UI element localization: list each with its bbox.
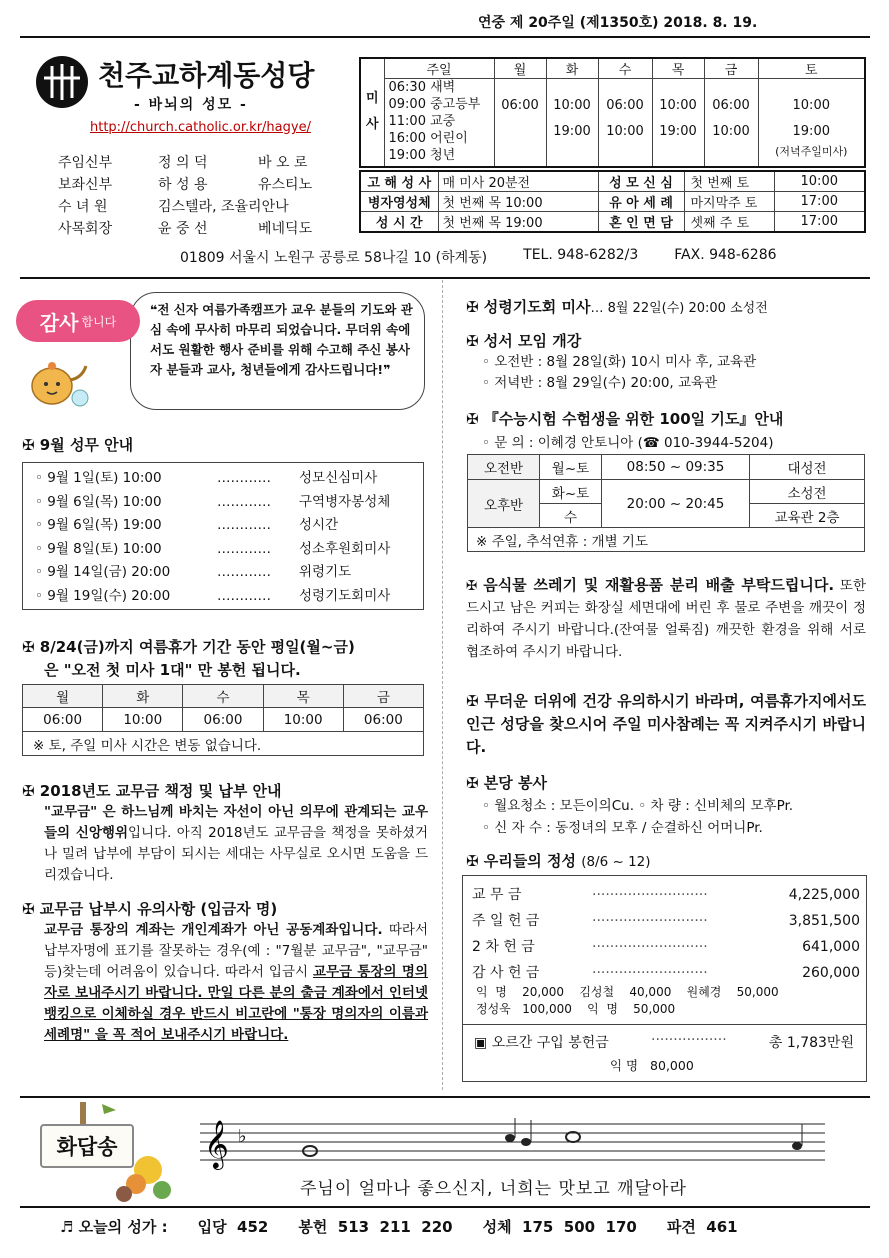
organ-fund-dots: ················· <box>651 1032 727 1048</box>
am-time: 08:50 ~ 09:35 <box>602 455 750 480</box>
thanks-badge-label: 감사 <box>39 310 79 335</box>
day-header: 화 <box>103 685 183 708</box>
waste-text: 또한 드시고 남은 커피는 화장실 세면대에 버린 후 물로 주변을 깨끗이 정리하여 주시기 바랍니다.(잔여물 얼룩짐) 깨끗한 환경을 위해 서로 협조하여 주시기 바랍니다. <box>466 578 867 660</box>
dues-text: 입니다. 아직 2018년도 교무금을 책정을 못하셨거나 밀려 납부에 부담이 되시는 세대는 사무실로 오시면 도움을 드리겠습니다. <box>44 825 428 883</box>
day-header: 목 <box>263 685 343 708</box>
prayer-title <box>466 296 768 317</box>
offering-label: 감 사 헌 금 <box>472 965 540 981</box>
staff-name: 윤 중 선 <box>158 221 208 237</box>
mass-time: 10:00 <box>553 98 591 113</box>
mass-time: 10:00 <box>103 708 183 732</box>
pm-place: 교육관 2층 <box>750 504 865 528</box>
cross-bullet-icon: ✠ <box>466 852 484 870</box>
prayer-detail: … 8월 22일(수) 20:00 소성전 <box>590 301 768 316</box>
psalm-rule <box>20 1096 870 1098</box>
event-name: 성소후원회미사 <box>299 540 391 557</box>
offering-amount: 260,000 <box>802 965 860 981</box>
sep-schedule-title-text: 9월 성무 안내 <box>39 436 134 454</box>
address-bar <box>180 247 777 267</box>
sacrament-label: 성 시 간 <box>360 212 438 233</box>
sacrament-label: 고 해 성 사 <box>360 171 438 192</box>
day-header: 수 <box>598 58 652 79</box>
sunday-time: 16:00 어린이 <box>388 131 468 146</box>
service-title <box>466 772 547 793</box>
sacrament-value: 첫 번째 토 <box>684 171 774 192</box>
offering-row <box>472 960 860 986</box>
waste-bold: 음식물 쓰레기 및 재활용품 분리 배출 부탁드립니다. <box>483 576 835 594</box>
music-note-icon: ♬ <box>60 1218 79 1236</box>
heat-text: 무더운 더위에 건강 유의하시기 바라며, 여름휴가지에서도 인근 성당을 찾으시어 주일 미사참례는 꼭 지켜주시기 바랍니다. <box>466 692 866 756</box>
cross-bullet-icon: ✠ <box>466 774 484 792</box>
sat-note: (저녁주일미사) <box>775 145 848 158</box>
bible-title <box>466 330 581 351</box>
offering-label: 2 차 헌 금 <box>472 939 535 955</box>
tue-times <box>546 79 598 167</box>
sacrament-time: 17:00 <box>774 192 865 212</box>
staff-name: 하 성 용 <box>158 177 208 193</box>
donor-list <box>476 984 779 1018</box>
dues-caution-paragraph <box>44 920 428 1046</box>
bible-list <box>482 352 756 394</box>
mass-time: 10:00 <box>712 124 750 139</box>
day-header: 월 <box>494 58 546 79</box>
staff-row <box>58 196 348 218</box>
hymn-dismissal: 파견 461 <box>666 1218 738 1236</box>
offering-row <box>472 882 860 908</box>
organ-fund-label: ▣ 오르간 구입 봉헌금 <box>474 1035 609 1051</box>
event-date: ◦ 9월 19일(수) 20:00 <box>35 587 171 604</box>
mass-time: 19:00 <box>792 124 830 139</box>
day-header: 토 <box>758 58 865 79</box>
exam-note: ※ 주일, 추석연휴 : 개별 기도 <box>468 528 865 552</box>
day-header: 주일 <box>384 58 494 79</box>
exam-contact: ◦ 문 의 : 이혜경 안토니아 (☎ 010-3944-5204) <box>482 435 774 451</box>
event-date: ◦ 9월 14일(금) 20:00 <box>35 564 171 580</box>
church-subtitle: - 바뇌의 성모 - <box>134 97 248 113</box>
note-icon <box>505 1134 515 1142</box>
sacrament-value: 마지막주 토 <box>684 192 774 212</box>
church-logo-icon <box>36 56 88 108</box>
sunday-times <box>384 79 494 167</box>
hymn-communion: 성체 175 500 170 <box>482 1218 637 1236</box>
offering-dots: ·························· <box>592 913 708 929</box>
address-rule <box>20 277 870 279</box>
dots: ………… <box>217 517 271 533</box>
teapot-icon <box>22 348 92 414</box>
dots: ………… <box>217 540 271 557</box>
sacraments-table <box>359 170 866 233</box>
sunday-time: 06:30 새벽 <box>388 80 456 95</box>
day-header: 수 <box>183 685 263 708</box>
offering-title-text: 우리들의 정성 <box>483 852 576 870</box>
caution-text: 따라서 납부자명에 표기를 잘못하는 경우(예 : "7월분 교무금", "교무금" 등)찾는데 어려움이 있습니다. 따라서 입금시 <box>44 922 428 980</box>
sacrament-label: 혼 인 면 담 <box>598 212 684 233</box>
sep-schedule-title <box>22 434 133 455</box>
column-divider <box>442 280 443 1090</box>
list-item <box>35 514 411 538</box>
staff-role: 주임신부 <box>58 155 113 171</box>
pm-label: 오후반 <box>468 480 540 528</box>
dues-caution-title <box>22 898 277 919</box>
offering-list <box>472 882 860 986</box>
dues-title <box>22 780 282 801</box>
psalm-staff <box>200 1112 830 1174</box>
list-item <box>35 585 411 609</box>
organ-fund-total: 총 1,783만원 <box>768 1035 854 1051</box>
thu-times <box>652 79 704 167</box>
offering-amount: 641,000 <box>802 939 860 955</box>
hymns-label: 오늘의 성가 : <box>78 1218 168 1236</box>
treble-clef-icon: 𝄞 <box>204 1119 229 1168</box>
caution-bold-text: 교무금 통장의 계좌는 개인계좌가 아닌 공동계좌입니다. <box>44 922 383 938</box>
event-date: ◦ 9월 1일(토) 10:00 <box>35 470 162 486</box>
thanks-badge <box>16 300 140 342</box>
event-name: 성시간 <box>299 517 339 533</box>
event-date: ◦ 9월 6일(목) 19:00 <box>35 517 162 533</box>
cross-bullet-icon: ✠ <box>22 900 40 918</box>
staff-role: 사목회장 <box>58 221 113 237</box>
summer-title-line2: 은 "오전 첫 미사 1대" 만 봉헌 됩니다. <box>44 661 301 679</box>
mon-times <box>494 79 546 167</box>
sacrament-value: 첫 번째 목 19:00 <box>438 212 598 233</box>
organ-fund-donor: 익 명 80,000 <box>610 1058 694 1073</box>
staff-list <box>58 152 348 240</box>
offering-row <box>472 908 860 934</box>
list-item: ◦ 저녁반 : 8월 29일(수) 20:00, 교육관 <box>482 375 718 391</box>
donor-row: 정성욱 100,000 익 명 50,000 <box>476 1002 676 1016</box>
service-list <box>482 795 793 839</box>
summer-note: ※ 토, 주일 미사 시간은 변동 없습니다. <box>23 732 424 756</box>
cross-bullet-icon: ✠ <box>22 436 40 454</box>
dues-bold-text: "교무금" 은 하느님께 바치는 자선이 아닌 의무에 관계되는 교우들의 신앙행위 <box>44 804 428 841</box>
mass-schedule-table <box>359 57 866 168</box>
hymn-offertory: 봉헌 513 211 220 <box>298 1218 453 1236</box>
pm-days: 수 <box>540 504 602 528</box>
mass-time: 19:00 <box>659 124 697 139</box>
dues-title-text: 2018년도 교무금 책정 및 납부 안내 <box>39 782 282 800</box>
sunday-time: 09:00 중고등부 <box>388 97 481 112</box>
list-item: ◦ 신 자 수 : 동정녀의 모후 / 순결하신 어머니Pr. <box>482 820 763 836</box>
offering-divider <box>462 1024 867 1025</box>
list-item <box>35 491 411 515</box>
exam-title-text: 『수능시험 수험생을 위한 100일 기도』안내 <box>483 410 784 428</box>
fax: FAX. 948-6286 <box>674 247 777 263</box>
address: 01809 서울시 노원구 공릉로 58나길 10 (하계동) <box>180 250 488 266</box>
dots: ………… <box>217 470 271 486</box>
day-header: 금 <box>343 685 423 708</box>
mass-time: 10:00 <box>606 124 644 139</box>
caution-bold-underlined: 교무금 통장의 명의자로 보내주시기 바랍니다. 만일 다른 분의 출금 계좌에서 인터넷뱅킹으로 이체하실 경우 반드시 비고란에 "통장 명의자의 이름과 세례명" 을 꼭 적어 보내주시기 바랍니다. <box>44 964 428 1043</box>
am-label: 오전반 <box>468 455 540 480</box>
offering-label: 주 일 헌 금 <box>472 913 540 929</box>
mass-time: 06:00 <box>712 98 750 113</box>
hymn-entrance: 입당 452 <box>197 1218 269 1236</box>
offering-amount: 4,225,000 <box>788 887 860 903</box>
footer-rule <box>20 1206 870 1208</box>
psalm-lyric: 주님이 얼마나 좋으신지, 너희는 맛보고 깨달아라 <box>300 1179 687 1199</box>
sacrament-label: 성 모 신 심 <box>598 171 684 192</box>
staff-role: 보좌신부 <box>58 177 113 193</box>
staff-row <box>58 152 348 174</box>
event-name: 성령기도회미사 <box>299 587 391 604</box>
dots: ………… <box>217 587 271 604</box>
cross-bullet-icon: ✠ <box>466 692 485 710</box>
cross-bullet-icon: ✠ <box>466 332 484 350</box>
dues-paragraph <box>44 802 428 886</box>
day-header: 금 <box>704 58 758 79</box>
offering-dots: ·························· <box>592 887 708 903</box>
sacrament-label: 유 아 세 례 <box>598 192 684 212</box>
summer-title <box>22 636 427 682</box>
dots: ………… <box>217 493 271 510</box>
church-url-link[interactable]: http://church.catholic.or.kr/hagye/ <box>90 120 311 135</box>
sacrament-value: 매 미사 20분전 <box>438 171 598 192</box>
note-icon <box>521 1138 531 1146</box>
flat-icon: ♭ <box>238 1126 247 1147</box>
offering-period: (8/6 ~ 12) <box>581 854 651 870</box>
staff-role: 수 녀 원 <box>58 199 108 215</box>
offering-title <box>466 850 651 871</box>
offering-dots: ·························· <box>592 939 708 955</box>
service-title-text: 본당 봉사 <box>483 774 547 792</box>
offering-amount: 3,851,500 <box>788 913 860 929</box>
summer-table <box>22 684 424 756</box>
bible-title-text: 성서 모임 개강 <box>483 332 582 350</box>
event-date: ◦ 9월 6일(목) 10:00 <box>35 493 162 510</box>
note-icon <box>792 1142 802 1150</box>
sep-schedule-box <box>22 462 424 610</box>
list-item <box>35 538 411 562</box>
hymn-label-group <box>60 1216 168 1237</box>
waste-notice <box>466 574 866 663</box>
staff-baptism: 바 오 로 <box>258 155 308 171</box>
hymns-row <box>60 1216 738 1237</box>
summer-title-line1: 8/24(금)까지 여름휴가 기간 동안 평일(월~금) <box>39 638 355 656</box>
dues-caution-title-text: 교무금 납부시 유의사항 (입금자 명) <box>39 900 278 918</box>
mass-time: 10:00 <box>659 98 697 113</box>
pm-time: 20:00 ~ 20:45 <box>602 480 750 528</box>
mass-time: 06:00 <box>606 98 644 113</box>
thanks-badge-small: 합니다 <box>81 314 117 329</box>
church-name: 천주교하계동성당 <box>98 59 315 92</box>
dots: ………… <box>217 564 271 580</box>
donor-row: 익 명 20,000 김성철 40,000 원혜경 50,000 <box>476 985 779 999</box>
mass-side-label: 미 사 <box>360 58 384 167</box>
telephone: TEL. 948-6282/3 <box>523 247 639 263</box>
organ-fund-row <box>474 1032 854 1052</box>
staff-row <box>58 174 348 196</box>
mass-time: 06:00 <box>343 708 423 732</box>
day-header: 월 <box>23 685 103 708</box>
staff-baptism: 유스티노 <box>258 177 313 193</box>
mass-time: 10:00 <box>792 98 830 113</box>
exam-title <box>466 408 783 429</box>
prayer-title-text: 성령기도회 미사 <box>483 298 591 316</box>
list-item: ◦ 오전반 : 8월 28일(화) 10시 미사 후, 교육관 <box>482 354 757 370</box>
exam-table <box>467 454 865 552</box>
sat-times <box>758 79 865 167</box>
event-name: 성모신심미사 <box>299 470 378 486</box>
offering-label: 교 무 금 <box>472 887 522 903</box>
offering-row <box>472 934 860 960</box>
event-date: ◦ 9월 8일(토) 10:00 <box>35 540 162 557</box>
fri-times <box>704 79 758 167</box>
event-name: 구역병자봉성체 <box>299 493 391 510</box>
day-header: 목 <box>652 58 704 79</box>
sacrament-time: 17:00 <box>774 212 865 233</box>
wed-times <box>598 79 652 167</box>
pm-days: 화~토 <box>540 480 602 504</box>
staff-name: 김스텔라, 조율리안나 <box>158 199 289 215</box>
sacrament-value: 셋째 주 토 <box>684 212 774 233</box>
mass-time: 06:00 <box>183 708 263 732</box>
sacrament-value: 첫 번째 목 10:00 <box>438 192 598 212</box>
staff-name: 정 의 덕 <box>158 155 208 171</box>
am-place: 대성전 <box>750 455 865 480</box>
sacrament-label: 병자영성체 <box>360 192 438 212</box>
mass-time: 10:00 <box>263 708 343 732</box>
list-item <box>35 467 411 491</box>
mass-time: 06:00 <box>501 98 539 113</box>
heat-notice <box>466 690 866 759</box>
list-item <box>35 561 411 585</box>
sunday-time: 11:00 교중 <box>388 114 456 129</box>
day-header: 화 <box>546 58 598 79</box>
cross-bullet-icon: ✠ <box>22 782 40 800</box>
mass-time: 06:00 <box>23 708 103 732</box>
offering-dots: ·························· <box>592 965 708 981</box>
staff-baptism: 베네딕도 <box>258 221 313 237</box>
event-name: 위령기도 <box>299 564 352 580</box>
cross-bullet-icon: ✠ <box>466 298 484 316</box>
cross-bullet-icon: ✠ <box>22 638 40 656</box>
header-rule <box>20 36 870 38</box>
thanks-text: ❝전 신자 여름가족캠프가 교우 분들의 기도와 관심 속에 무사히 마무리 되었습니다. 무더위 속에서도 원활한 행사 준비를 위해 수고해 주신 봉사자 분들과 교사, 청년들에게 감사드립니다!❞ <box>150 302 413 377</box>
cross-bullet-icon: ✠ <box>466 578 484 594</box>
issue-line: 연중 제 20주일 (제1350호) 2018. 8. 19. <box>478 15 758 31</box>
pm-place: 소성전 <box>750 480 865 504</box>
cross-bullet-icon: ✠ <box>466 410 484 428</box>
staff-row <box>58 218 348 240</box>
list-item: ◦ 월요청소 : 모든이의Cu. ◦ 차 량 : 신비체의 모후Pr. <box>482 798 794 814</box>
mass-time: 19:00 <box>553 124 591 139</box>
sacrament-time: 10:00 <box>774 171 865 192</box>
psalm-label: 화답송 <box>40 1124 134 1168</box>
am-days: 월~토 <box>540 455 602 480</box>
sunday-time: 19:00 청년 <box>388 148 456 163</box>
